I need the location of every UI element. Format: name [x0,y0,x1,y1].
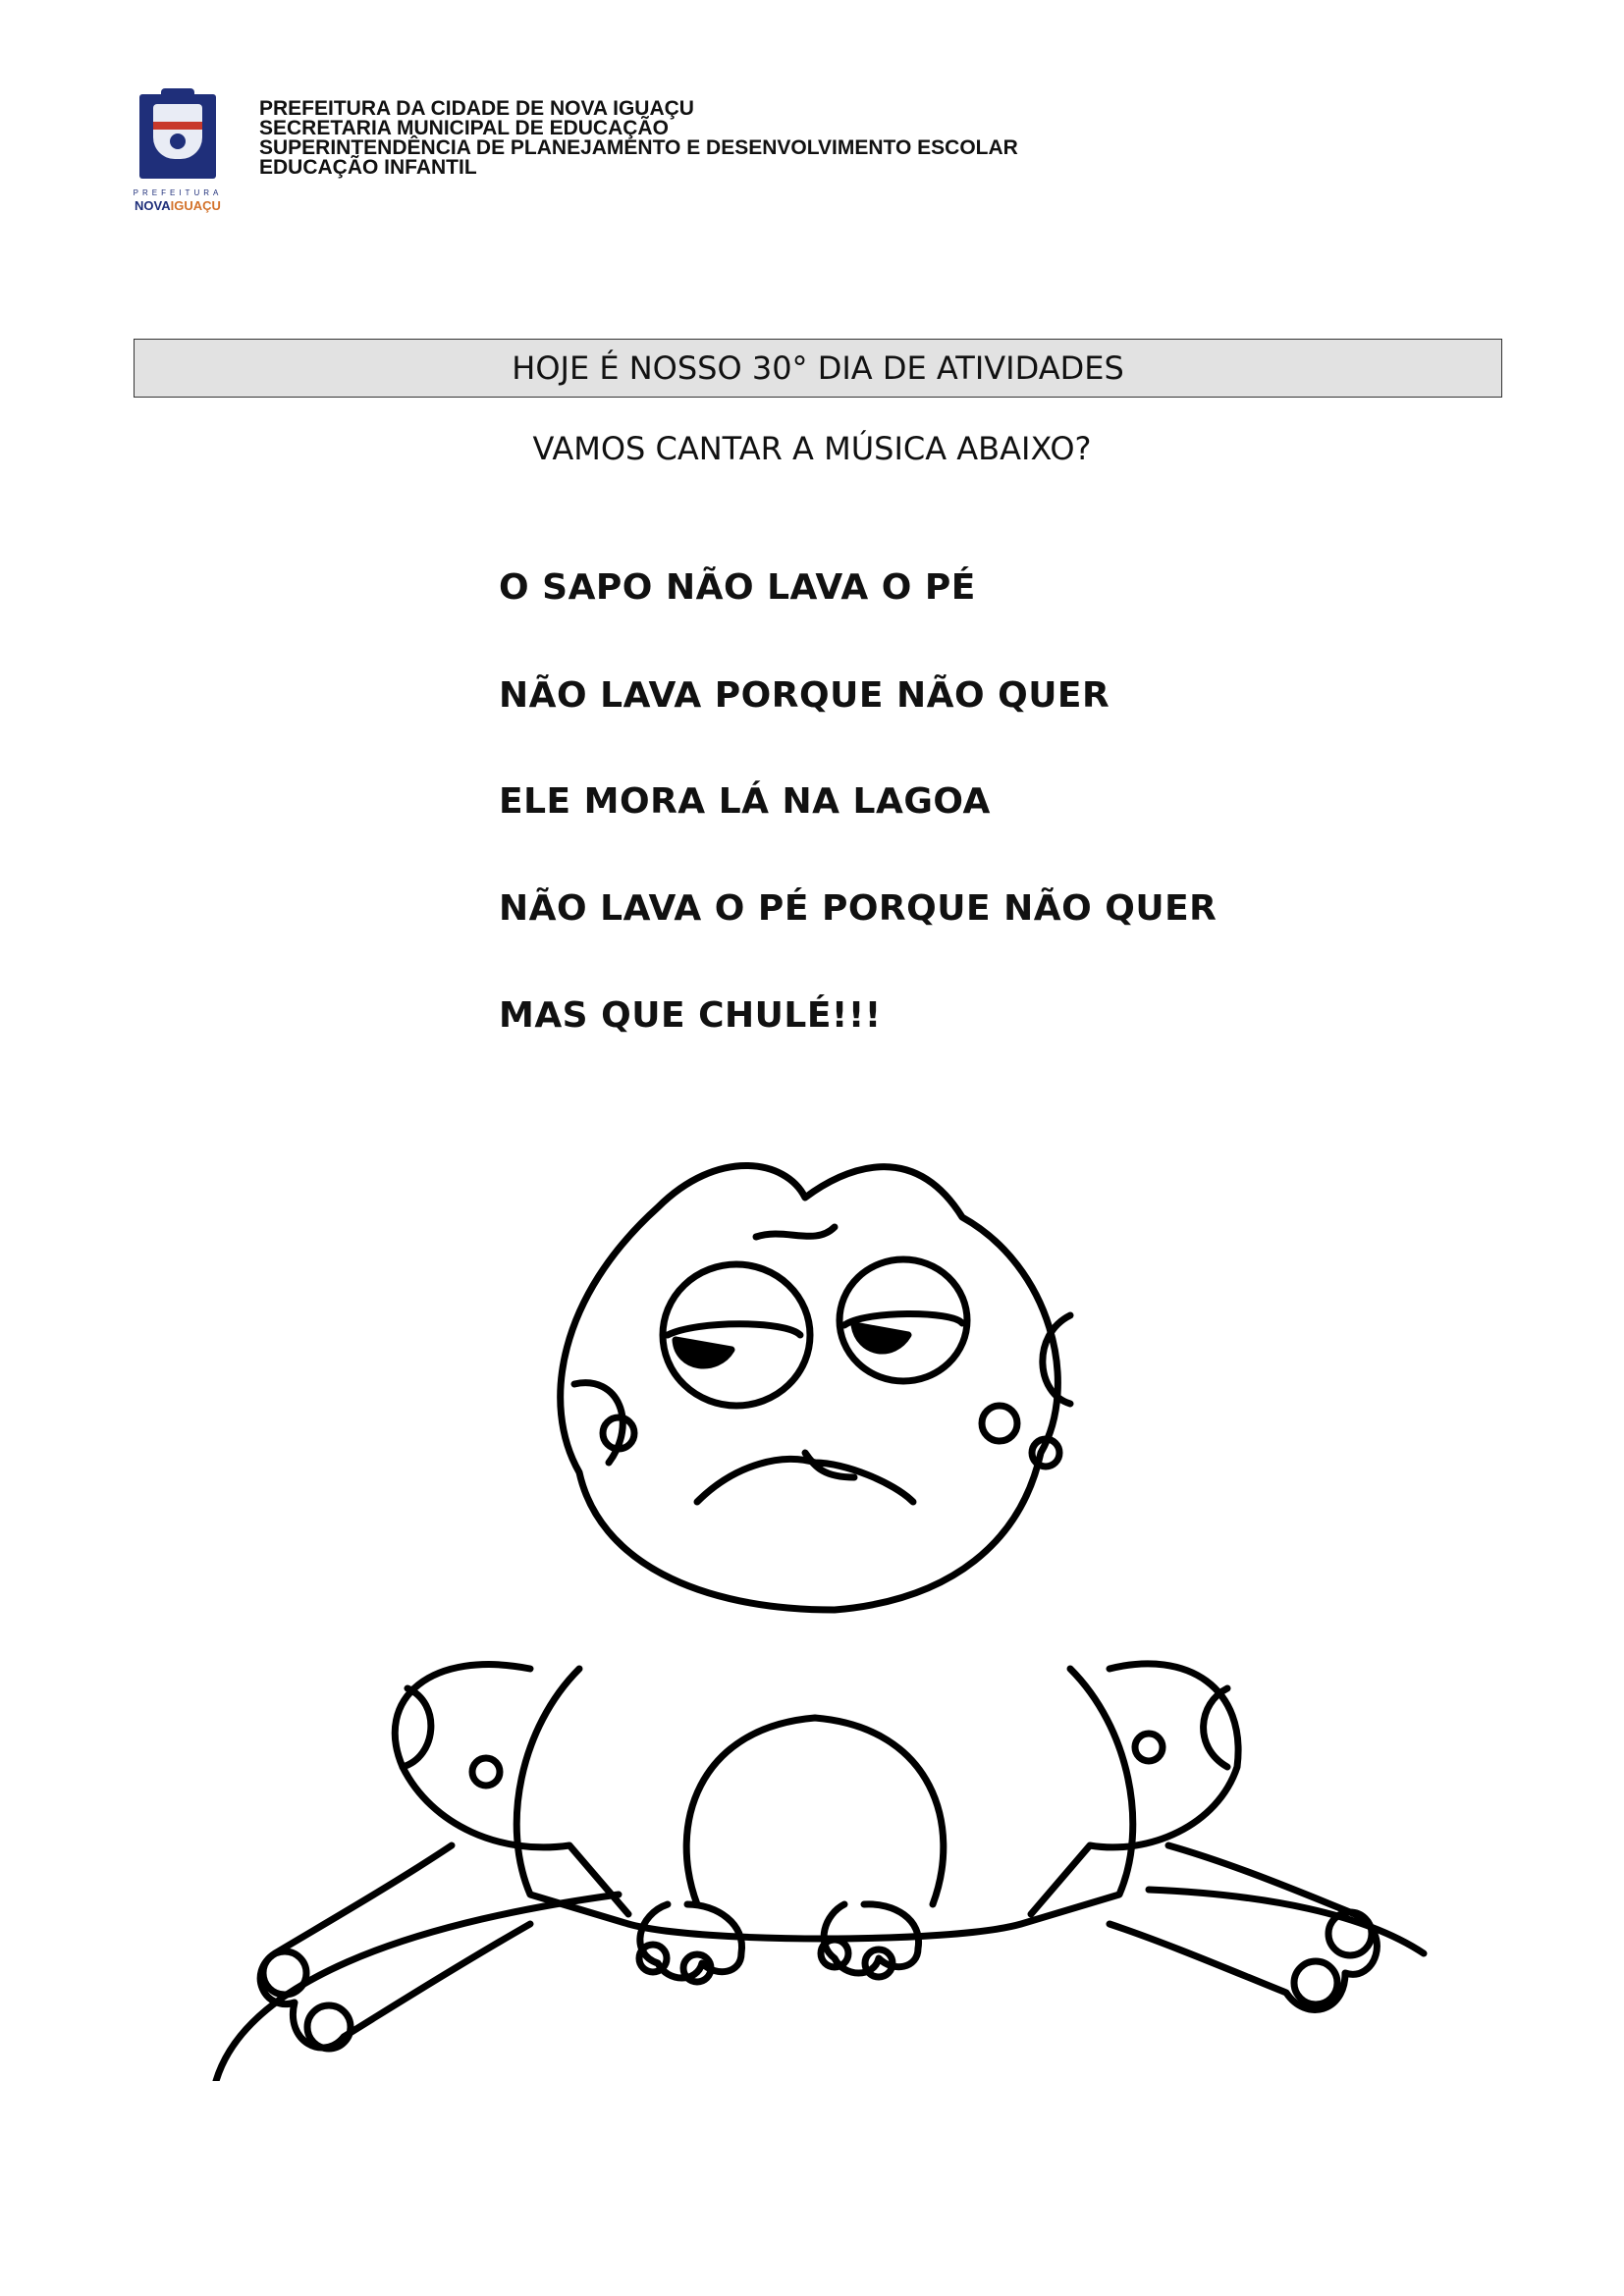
frog-head [561,1166,1058,1611]
song-line-3: ELE MORA LÁ NA LAGOA [499,781,991,822]
frog-left-hand [640,1904,742,1978]
frog-belly [686,1718,944,1904]
page-title: HOJE É NOSSO 30° DIA DE ATIVIDADES [512,349,1124,387]
coat-of-arms-icon [139,94,216,179]
song-line-5: MAS QUE CHULÉ!!! [499,995,882,1036]
frog-left-eye [663,1264,810,1406]
frog-mouth [697,1459,913,1502]
city-logo [126,94,230,216]
song-line-4: NÃO LAVA O PÉ PORQUE NÃO QUER [499,888,1218,929]
page-subtitle: VAMOS CANTAR A MÚSICA ABAIXO? [532,430,1092,467]
frog-left-leg [395,1665,628,1914]
document-header [259,99,1018,178]
frog-right-leg [1031,1664,1238,1914]
title-banner [134,339,1502,398]
header-line-1: PREFEITURA DA CIDADE DE NOVA IGUAÇU [259,97,694,120]
header-line-2: SECRETARIA MUNICIPAL DE EDUCAÇÃO [259,117,669,139]
header-line-3: SUPERINTENDÊNCIA DE PLANEJAMENTO E DESENVOLVIMENTO ESCOLAR [259,136,1018,159]
logo-caption-top: PREFEITURA [133,188,223,197]
header-line-4: EDUCAÇÃO INFANTIL [259,156,477,179]
song-line-2: NÃO LAVA PORQUE NÃO QUER [499,675,1110,716]
frog-illustration [206,1139,1434,2081]
song-line-1: O SAPO NÃO LAVA O PÉ [499,567,976,608]
logo-caption-bottom: NOVAIGUAÇU [135,198,221,213]
